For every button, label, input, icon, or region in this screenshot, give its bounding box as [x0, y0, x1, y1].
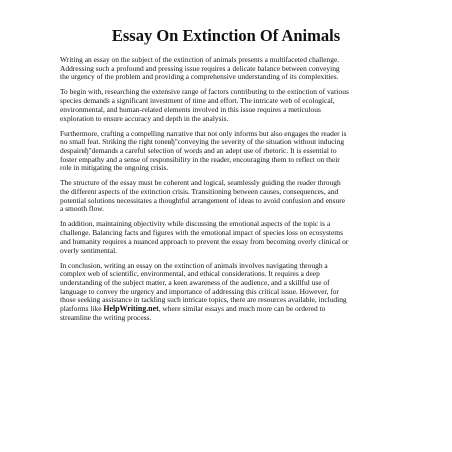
text-line: role in mitigating the ongoing crisis.	[60, 163, 169, 173]
text-line: To begin with, researching the extensive range of factors contributing to the extinction of various	[60, 87, 349, 97]
paragraph-3	[60, 130, 400, 174]
text-line: The structure of the essay must be coherent and logical, seamlessly guiding the reader through	[60, 178, 341, 188]
text-line: no small feat. Striking the right toneвђ"conveying the severity of the situation without inducing	[60, 137, 345, 147]
text-line: those seeking assistance in tackling such intricate topics, there are resources available, including	[60, 295, 347, 305]
text-line: Addressing such a profound and pressing issue requires a delicate balance between conveying	[60, 63, 340, 73]
paragraph-5	[60, 220, 400, 255]
text-line: complex web of scientific, environmental, and ethical considerations. It requires a deep	[60, 269, 320, 279]
text-line: and humanity requires a nuanced approach to prevent the essay from becoming overly clinical or	[60, 236, 349, 246]
text-line: streamline the writing process.	[60, 312, 152, 322]
text-line: In conclusion, writing an essay on the extinction of animals involves navigating through a	[60, 260, 328, 270]
paragraph-2	[60, 88, 400, 123]
text-line: Writing an essay on the subject of the extinction of animals presents a multifaceted challenge.	[60, 55, 340, 64]
text-line: a smooth flow.	[60, 204, 104, 214]
text-fragment: , where similar essays and much more can be ordered to	[158, 304, 326, 314]
essay-body	[60, 56, 400, 329]
text-line: despairвђ"demands a careful selection of words and an adept use of rhetoric. It is essential to	[60, 145, 337, 155]
text-line: the urgency of the problem and providing a comprehensive understanding of its complexities.	[60, 72, 339, 82]
helpwriting-link[interactable]: HelpWriting.net	[103, 304, 159, 314]
text-line: foster empathy and a sense of responsibility in the reader, encouraging them to reflect on their	[60, 154, 340, 164]
text-line: potential solutions necessitates a thoughtful arrangement of ideas to avoid confusion and ensure	[60, 195, 346, 205]
paragraph-6	[60, 262, 400, 323]
text-line: Furthermore, crafting a compelling narrative that not only informs but also engages the reader is	[60, 128, 347, 138]
text-fragment: platforms like	[60, 304, 104, 314]
page-title: Essay On Extinction Of Animals	[111, 26, 341, 45]
text-line: environmental, and human-related elements involved in this issue requires a meticulous	[60, 104, 321, 114]
text-line: the different aspects of the extinction crisis. Transitioning between causes, consequences, and	[60, 187, 339, 197]
text-line: species demands a significant investment of time and effort. The intricate web of ecological,	[60, 96, 335, 106]
paragraph-1	[60, 56, 400, 82]
text-line: overly sentimental.	[60, 245, 118, 255]
text-line: In addition, maintaining objectivity while discussing the emotional aspects of the topic is a	[60, 219, 331, 229]
text-line: understanding of the subject matter, a keen awareness of the audience, and a skillful use of	[60, 277, 330, 287]
text-line: language to convey the urgency and importance of addressing this critical issue. However, for	[60, 286, 339, 296]
paragraph-4	[60, 179, 400, 214]
text-line: exploration to ensure accuracy and depth in the analysis.	[60, 113, 229, 123]
text-line: challenge. Balancing facts and figures with the emotional impact of species loss on ecosystems	[60, 228, 343, 238]
